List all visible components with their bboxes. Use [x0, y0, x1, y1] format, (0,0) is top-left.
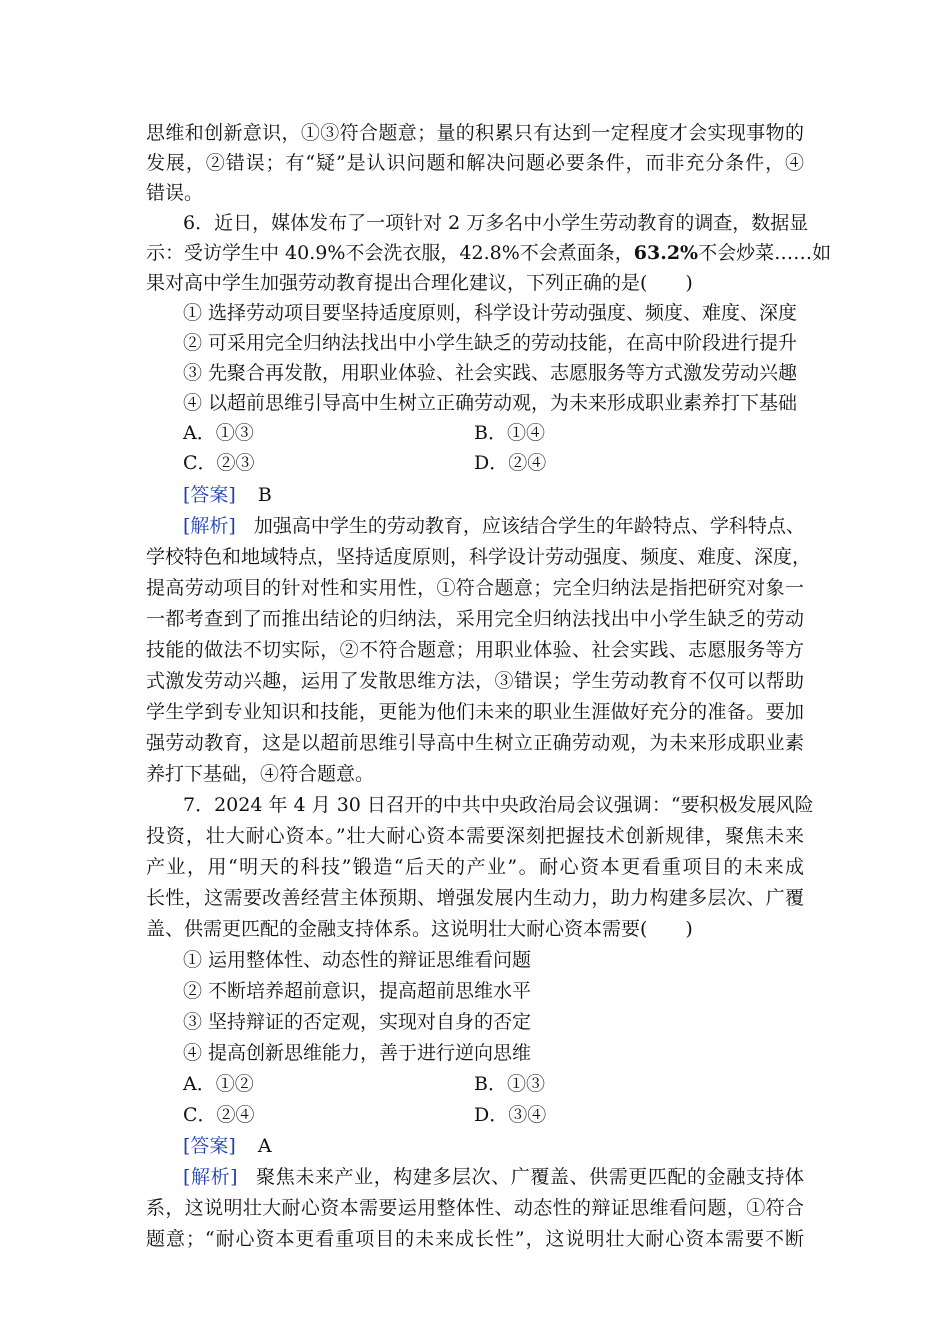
analysis-line: 系，这说明壮大耐心资本需要运用整体性、动态性的辩证思维看问题，①符合 — [146, 1197, 804, 1219]
analysis-line — [183, 1163, 804, 1191]
option-b: B．①③ — [474, 1073, 545, 1095]
analysis-line: 学生学到专业知识和技能，更能为他们未来的职业生涯做好充分的准备。要加 — [146, 701, 804, 723]
text-segment: 不会炒菜……如 — [698, 242, 832, 264]
text-segment: 示：受访学生中 40.9%不会洗衣服，42.8%不会煮面条， — [146, 242, 634, 264]
analysis-line: 养打下基础，④符合题意。 — [146, 763, 375, 785]
answer-row — [183, 1132, 272, 1160]
analysis-line: 题意；“耐心资本更看重项目的未来成长性”，这说明壮大耐心资本需要不断 — [146, 1228, 804, 1250]
answer-label: [答案] — [183, 1135, 236, 1157]
analysis-text: 加强高中学生的劳动教育，应该结合学生的年龄特点、学科特点、 — [253, 515, 805, 537]
analysis-line — [183, 512, 804, 540]
analysis-line: 提高劳动项目的针对性和实用性，①符合题意；完全归纳法是指把研究对象一 — [146, 577, 804, 599]
question-7-stem: 产业，用“明天的科技”锻造“后天的产业”。耐心资本更看重项目的未来成 — [146, 856, 804, 878]
answer-row — [183, 481, 272, 509]
analysis-text: 聚焦未来产业，构建多层次、广覆盖、供需更匹配的金融支持体 — [255, 1166, 804, 1188]
analysis-line: 学校特色和地域特点，坚持适度原则，科学设计劳动强度、频度、难度、深度， — [146, 546, 812, 568]
question-6-stem: 果对高中学生加强劳动教育提出合理化建议，下列正确的是( ) — [146, 272, 693, 294]
statement-item: ③ 坚持辩证的否定观，实现对自身的否定 — [183, 1011, 532, 1033]
question-7-stem: 投资，壮大耐心资本。”壮大耐心资本需要深刻把握技术创新规律，聚焦未来 — [146, 825, 804, 847]
statement-item: ④ 以超前思维引导高中生树立正确劳动观，为未来形成职业素养打下基础 — [183, 392, 798, 414]
option-d: D．②④ — [474, 452, 547, 474]
question-7-stem: 7．2024 年 4 月 30 日召开的中共中央政治局会议强调：“要积极发展风险 — [183, 794, 814, 816]
statement-item: ④ 提高创新思维能力，善于进行逆向思维 — [183, 1042, 532, 1064]
answer-label: [答案] — [183, 484, 236, 506]
analysis-line: 式激发劳动兴趣，运用了发散思维方法，③错误；学生劳动教育不仅可以帮助 — [146, 670, 804, 692]
statement-item: ① 运用整体性、动态性的辩证思维看问题 — [183, 949, 532, 971]
statement-item: ③ 先聚合再发散，用职业体验、社会实践、志愿服务等方式激发劳动兴趣 — [183, 362, 798, 384]
analysis-line: 一都考查到了而推出结论的归纳法，采用完全归纳法找出中小学生缺乏的劳动 — [146, 608, 804, 630]
text-line: 发展，②错误；有“疑”是认识问题和解决问题必要条件，而非充分条件，④ — [146, 152, 804, 174]
analysis-line: 技能的做法不切实际，②不符合题意；用职业体验、社会实践、志愿服务等方 — [146, 639, 804, 661]
analysis-label: [解析] — [183, 1166, 238, 1188]
statement-item: ① 选择劳动项目要坚持适度原则，科学设计劳动强度、频度、难度、深度 — [183, 302, 798, 324]
question-6-stem — [146, 239, 832, 267]
option-a: A．①② — [183, 1073, 254, 1095]
analysis-label: [解析] — [183, 515, 236, 537]
option-b: B．①④ — [474, 422, 545, 444]
statement-item: ② 不断培养超前意识，提高超前思维水平 — [183, 980, 532, 1002]
question-6-stem: 6．近日，媒体发布了一项针对 2 万多名中小学生劳动教育的调查，数据显 — [183, 212, 809, 234]
question-7-stem: 长性，这需要改善经营主体预期、增强发展内生动力，助力构建多层次、广覆 — [146, 887, 804, 909]
text-segment-bold: 63.2% — [633, 242, 699, 264]
answer-value: B — [257, 484, 272, 506]
analysis-line: 强劳动教育，这是以超前思维引导高中生树立正确劳动观，为未来形成职业素 — [146, 732, 804, 754]
answer-value: A — [257, 1135, 272, 1157]
option-c: C．②③ — [183, 452, 255, 474]
question-7-stem: 盖、供需更匹配的金融支持体系。这说明壮大耐心资本需要( ) — [146, 918, 693, 940]
option-c: C．②④ — [183, 1104, 255, 1126]
text-line: 思维和创新意识，①③符合题意；量的积累只有达到一定程度才会实现事物的 — [146, 122, 804, 144]
statement-item: ② 可采用完全归纳法找出中小学生缺乏的劳动技能，在高中阶段进行提升 — [183, 332, 798, 354]
option-d: D．③④ — [474, 1104, 547, 1126]
text-line: 错误。 — [146, 182, 204, 204]
option-a: A．①③ — [183, 422, 254, 444]
